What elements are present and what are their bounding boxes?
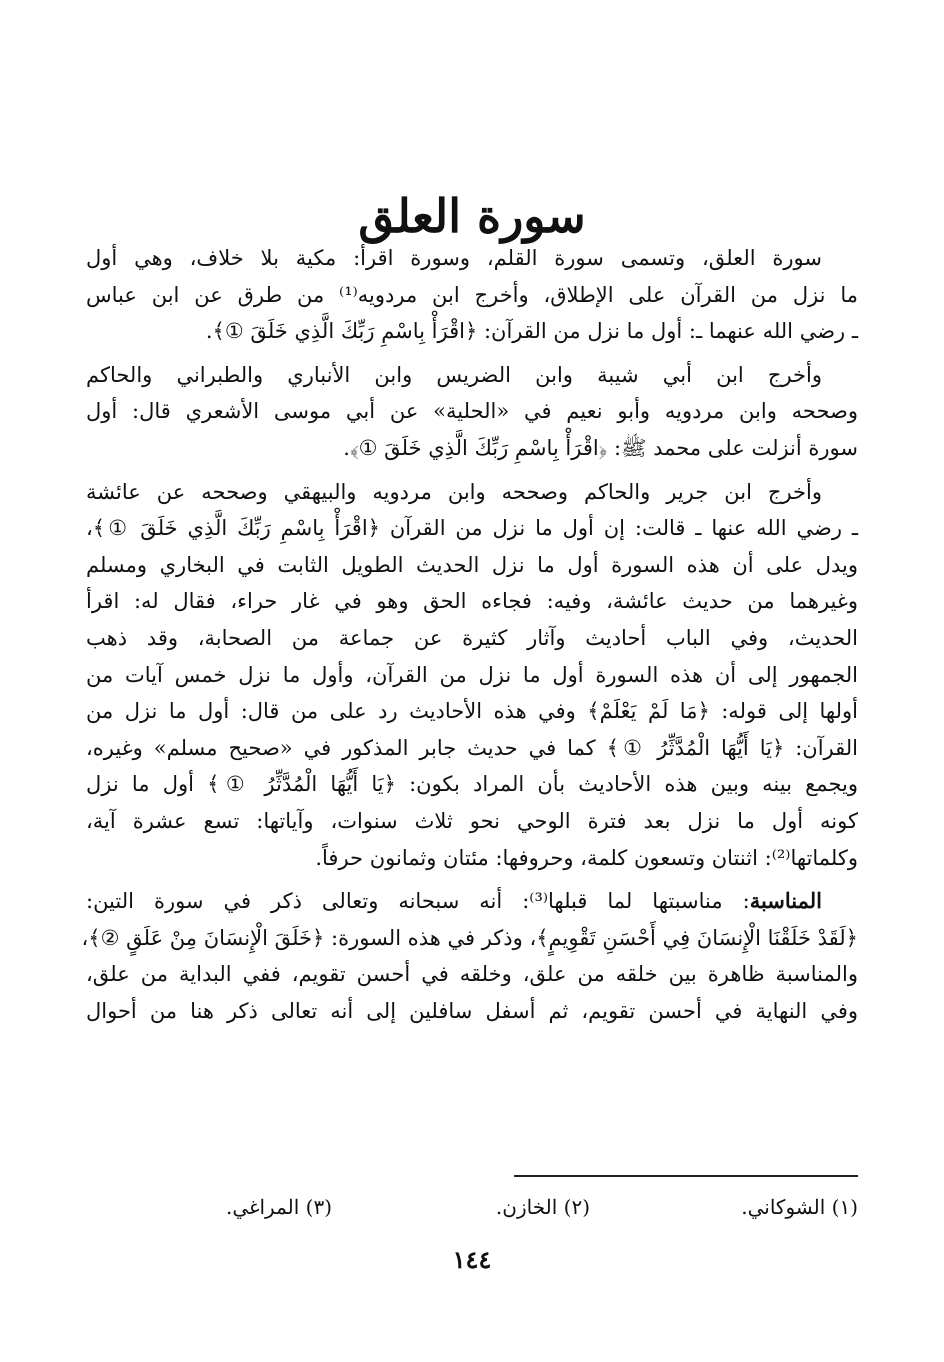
text-line: كونه أول ما نزل بعد فترة الوحي نحو ثلاث سنوات، وآياتها: تسع عشرة آية، <box>86 808 858 833</box>
text-line: وأخرج ابن أبي شيبة وابن الضريس وابن الأنباري والطبراني والحاكم <box>86 362 822 387</box>
page-number: ١٤٤ <box>452 1245 492 1274</box>
text-line: أولها إلى قوله: ﴿مَا لَمْ يَعْلَمْ﴾ وفي هذه الأحاديث رد على من قال: أول ما نزل من <box>86 699 858 724</box>
text-line: وغيرهما من حديث عائشة، وفيه: فجاءه الحق وهو في غار حراء، فقال له: اقرأ <box>86 589 858 614</box>
text-line: ﴿لَقَدْ خَلَقْنَا الْإِنسَانَ فِي أَحْسَنِ تَقْوِيمٍ﴾، وذكر في هذه السورة: ﴿خَلَقَ الْإِنسَانَ مِنْ عَلَقٍ ②﴾، <box>81 925 858 950</box>
footnote-3: (٣) المراغي. <box>225 1195 332 1219</box>
text-segment: : مناسبتها لما قبلها⁽³⁾: أنه سبحانه وتعالى ذكر في سورة التين: <box>86 889 750 914</box>
text-line: القرآن: ﴿يَا أَيُّهَا الْمُدَّثِّرُ ①﴾ كما في حديث جابر المذكور في «صحيح مسلم» وغيره، <box>86 735 858 760</box>
paragraph-munasaba <box>81 883 858 1029</box>
text-line: ـ رضي الله عنها ـ قالت: إن أول ما نزل من القرآن ﴿اقْرَأْ بِاسْمِ رَبِّكَ الَّذِي خَلَقَ ①﴾، <box>86 516 858 541</box>
text-line: الحديث، وفي الباب أحاديث وآثار كثيرة عن جماعة من الصحابة، وقد ذهب <box>86 625 858 650</box>
paragraph-narration-abu-musa <box>86 357 858 467</box>
text-line: وفي النهاية في أحسن تقويم، ثم أسفل سافلين إلى أنه تعالى ذكر هنا من أحوال <box>86 998 858 1023</box>
section-label: المناسبة <box>749 888 823 914</box>
footnote-1: (١) الشوكاني. <box>741 1195 858 1219</box>
paragraph-narration-aisha <box>86 474 858 877</box>
surah-title: سورة العلق <box>358 188 586 243</box>
text-line: وكلماتها⁽²⁾: اثنتان وتسعون كلمة، وحروفها: مئتان وثمانون حرفاً. <box>315 845 858 870</box>
paragraph-intro <box>86 240 858 350</box>
body-text <box>81 240 859 1036</box>
text-line: ويدل على أن هذه السورة أول ما نزل الحديث الطويل الثابت في البخاري ومسلم <box>86 552 858 577</box>
text-line: ما نزل من القرآن على الإطلاق، وأخرج ابن مردويه⁽¹⁾ من طرق عن ابن عباس <box>86 282 859 307</box>
text-line: وأخرج ابن جرير والحاكم وصححه وابن مردويه والبيهقي وصححه عن عائشة <box>86 479 822 504</box>
text-line: سورة أنزلت على محمد ﷺ: ﴿اقْرَأْ بِاسْمِ رَبِّكَ الَّذِي خَلَقَ ①﴾. <box>343 435 858 460</box>
text-line <box>86 883 858 920</box>
text-line: سورة العلق، وتسمى سورة القلم، وسورة اقرأ: مكية بلا خلاف، وهي أول <box>86 246 822 270</box>
footnote-separator <box>514 1175 858 1177</box>
footnote-2: (٢) الخازن. <box>495 1195 590 1219</box>
text-line: الجمهور إلى أن هذه السورة أول ما نزل من القرآن، وأول ما نزل خمس آيات من <box>86 662 858 687</box>
text-line: والمناسبة ظاهرة بين خلقه من علق، وخلقه في أحسن تقويم، ففي البداية من علق، <box>86 962 858 987</box>
text-line: ويجمع بينه وبين هذه الأحاديث بأن المراد بكون: ﴿يَا أَيُّهَا الْمُدَّثِّرُ ①﴾ أول ما نزل <box>86 772 858 797</box>
text-line: وصححه وابن مردويه وأبو نعيم في «الحلية» عن أبي موسى الأشعري قال: أول <box>86 399 858 424</box>
text-line: ـ رضي الله عنهما ـ: أول ما نزل من القرآن: ﴿اقْرَأْ بِاسْمِ رَبِّكَ الَّذِي خَلَقَ ①﴾. <box>205 319 858 344</box>
